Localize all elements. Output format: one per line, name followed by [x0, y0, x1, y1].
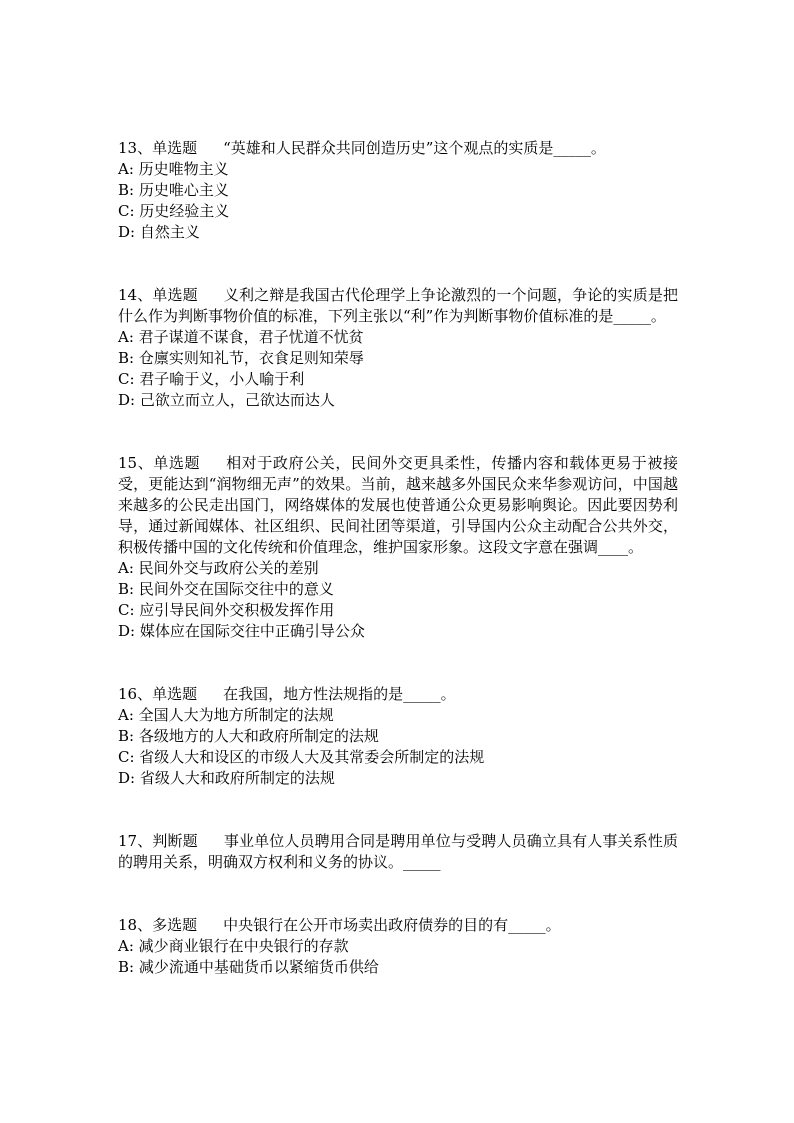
question-number: 16、单选题 — [118, 685, 198, 703]
option-b: B: 仓廪实则知礼节，衣食足则知荣辱 — [118, 349, 364, 367]
option-a: A: 君子谋道不谋食，君子忧道不忧贫 — [118, 328, 364, 346]
option-a: A: 全国人大为地方所制定的法规 — [118, 706, 334, 724]
question-13 — [118, 138, 678, 243]
question-stem — [118, 453, 678, 558]
question-16 — [118, 684, 678, 789]
option-a: A: 历史唯物主义 — [118, 160, 229, 178]
option-a: A: 减少商业银行在中央银行的存款 — [118, 937, 349, 955]
option-c: C: 省级人大和设区的市级人大及其常委会所制定的法规 — [118, 748, 485, 766]
question-14 — [118, 285, 678, 411]
question-text: 中央银行在公开市场卖出政府债券的目的有_____。 — [223, 916, 561, 934]
option-b: B: 减少流通中基础货币以紧缩货币供给 — [118, 958, 379, 976]
option-b: B: 历史唯心主义 — [118, 181, 229, 199]
option-c: C: 应引导民间外交积极发挥作用 — [118, 601, 335, 619]
question-stem — [118, 915, 678, 936]
question-text: 事业单位人员聘用合同是聘用单位与受聘人员确立具有人事关系性质的聘用关系，明确双方权利和义务的协议。_____ — [118, 832, 678, 871]
option-c: C: 历史经验主义 — [118, 202, 230, 220]
question-stem — [118, 684, 678, 705]
question-text: 在我国，地方性法规指的是_____。 — [223, 685, 456, 703]
question-stem — [118, 831, 678, 873]
question-text: 义利之辩是我国古代伦理学上争论激烈的一个问题，争论的实质是把什么作为判断事物价值的标准，下列主张以“利”作为判断事物价值标准的是_____。 — [118, 286, 678, 325]
question-stem — [118, 138, 678, 159]
question-17 — [118, 831, 678, 873]
question-text: “英雄和人民群众共同创造历史”这个观点的实质是_____。 — [223, 139, 606, 157]
question-number: 14、单选题 — [118, 286, 198, 304]
question-stem — [118, 285, 678, 327]
question-number: 15、单选题 — [118, 454, 201, 472]
option-d: D: 己欲立而立人，己欲达而达人 — [118, 391, 335, 409]
question-number: 17、判断题 — [118, 832, 198, 850]
option-d: D: 媒体应在国际交往中正确引导公众 — [118, 622, 365, 640]
option-b: B: 民间外交在国际交往中的意义 — [118, 580, 334, 598]
question-text: 相对于政府公关，民间外交更具柔性，传播内容和载体更易于被接受，更能达到“润物细无声”的效果。当前，越来越多外国民众来华参观访问，中国越来越多的公民走出国门，网络媒体的发展也使普通公众更易影响舆论。因此要因势利导，通过新闻媒体、社区组织、民间社团等渠道，引导国内公众主动配合公共外交，积极传播中国的文化传统和价值理念，维护国家形象。这段文字意在强调____。 — [118, 454, 678, 556]
option-c: C: 君子喻于义，小人喻于利 — [118, 370, 305, 388]
question-number: 18、多选题 — [118, 916, 198, 934]
question-number: 13、单选题 — [118, 139, 198, 157]
exam-page — [118, 138, 678, 978]
question-18 — [118, 915, 678, 978]
option-d: D: 省级人大和政府所制定的法规 — [118, 769, 335, 787]
option-a: A: 民间外交与政府公关的差别 — [118, 559, 319, 577]
question-15 — [118, 453, 678, 642]
option-d: D: 自然主义 — [118, 223, 200, 241]
option-b: B: 各级地方的人大和政府所制定的法规 — [118, 727, 379, 745]
